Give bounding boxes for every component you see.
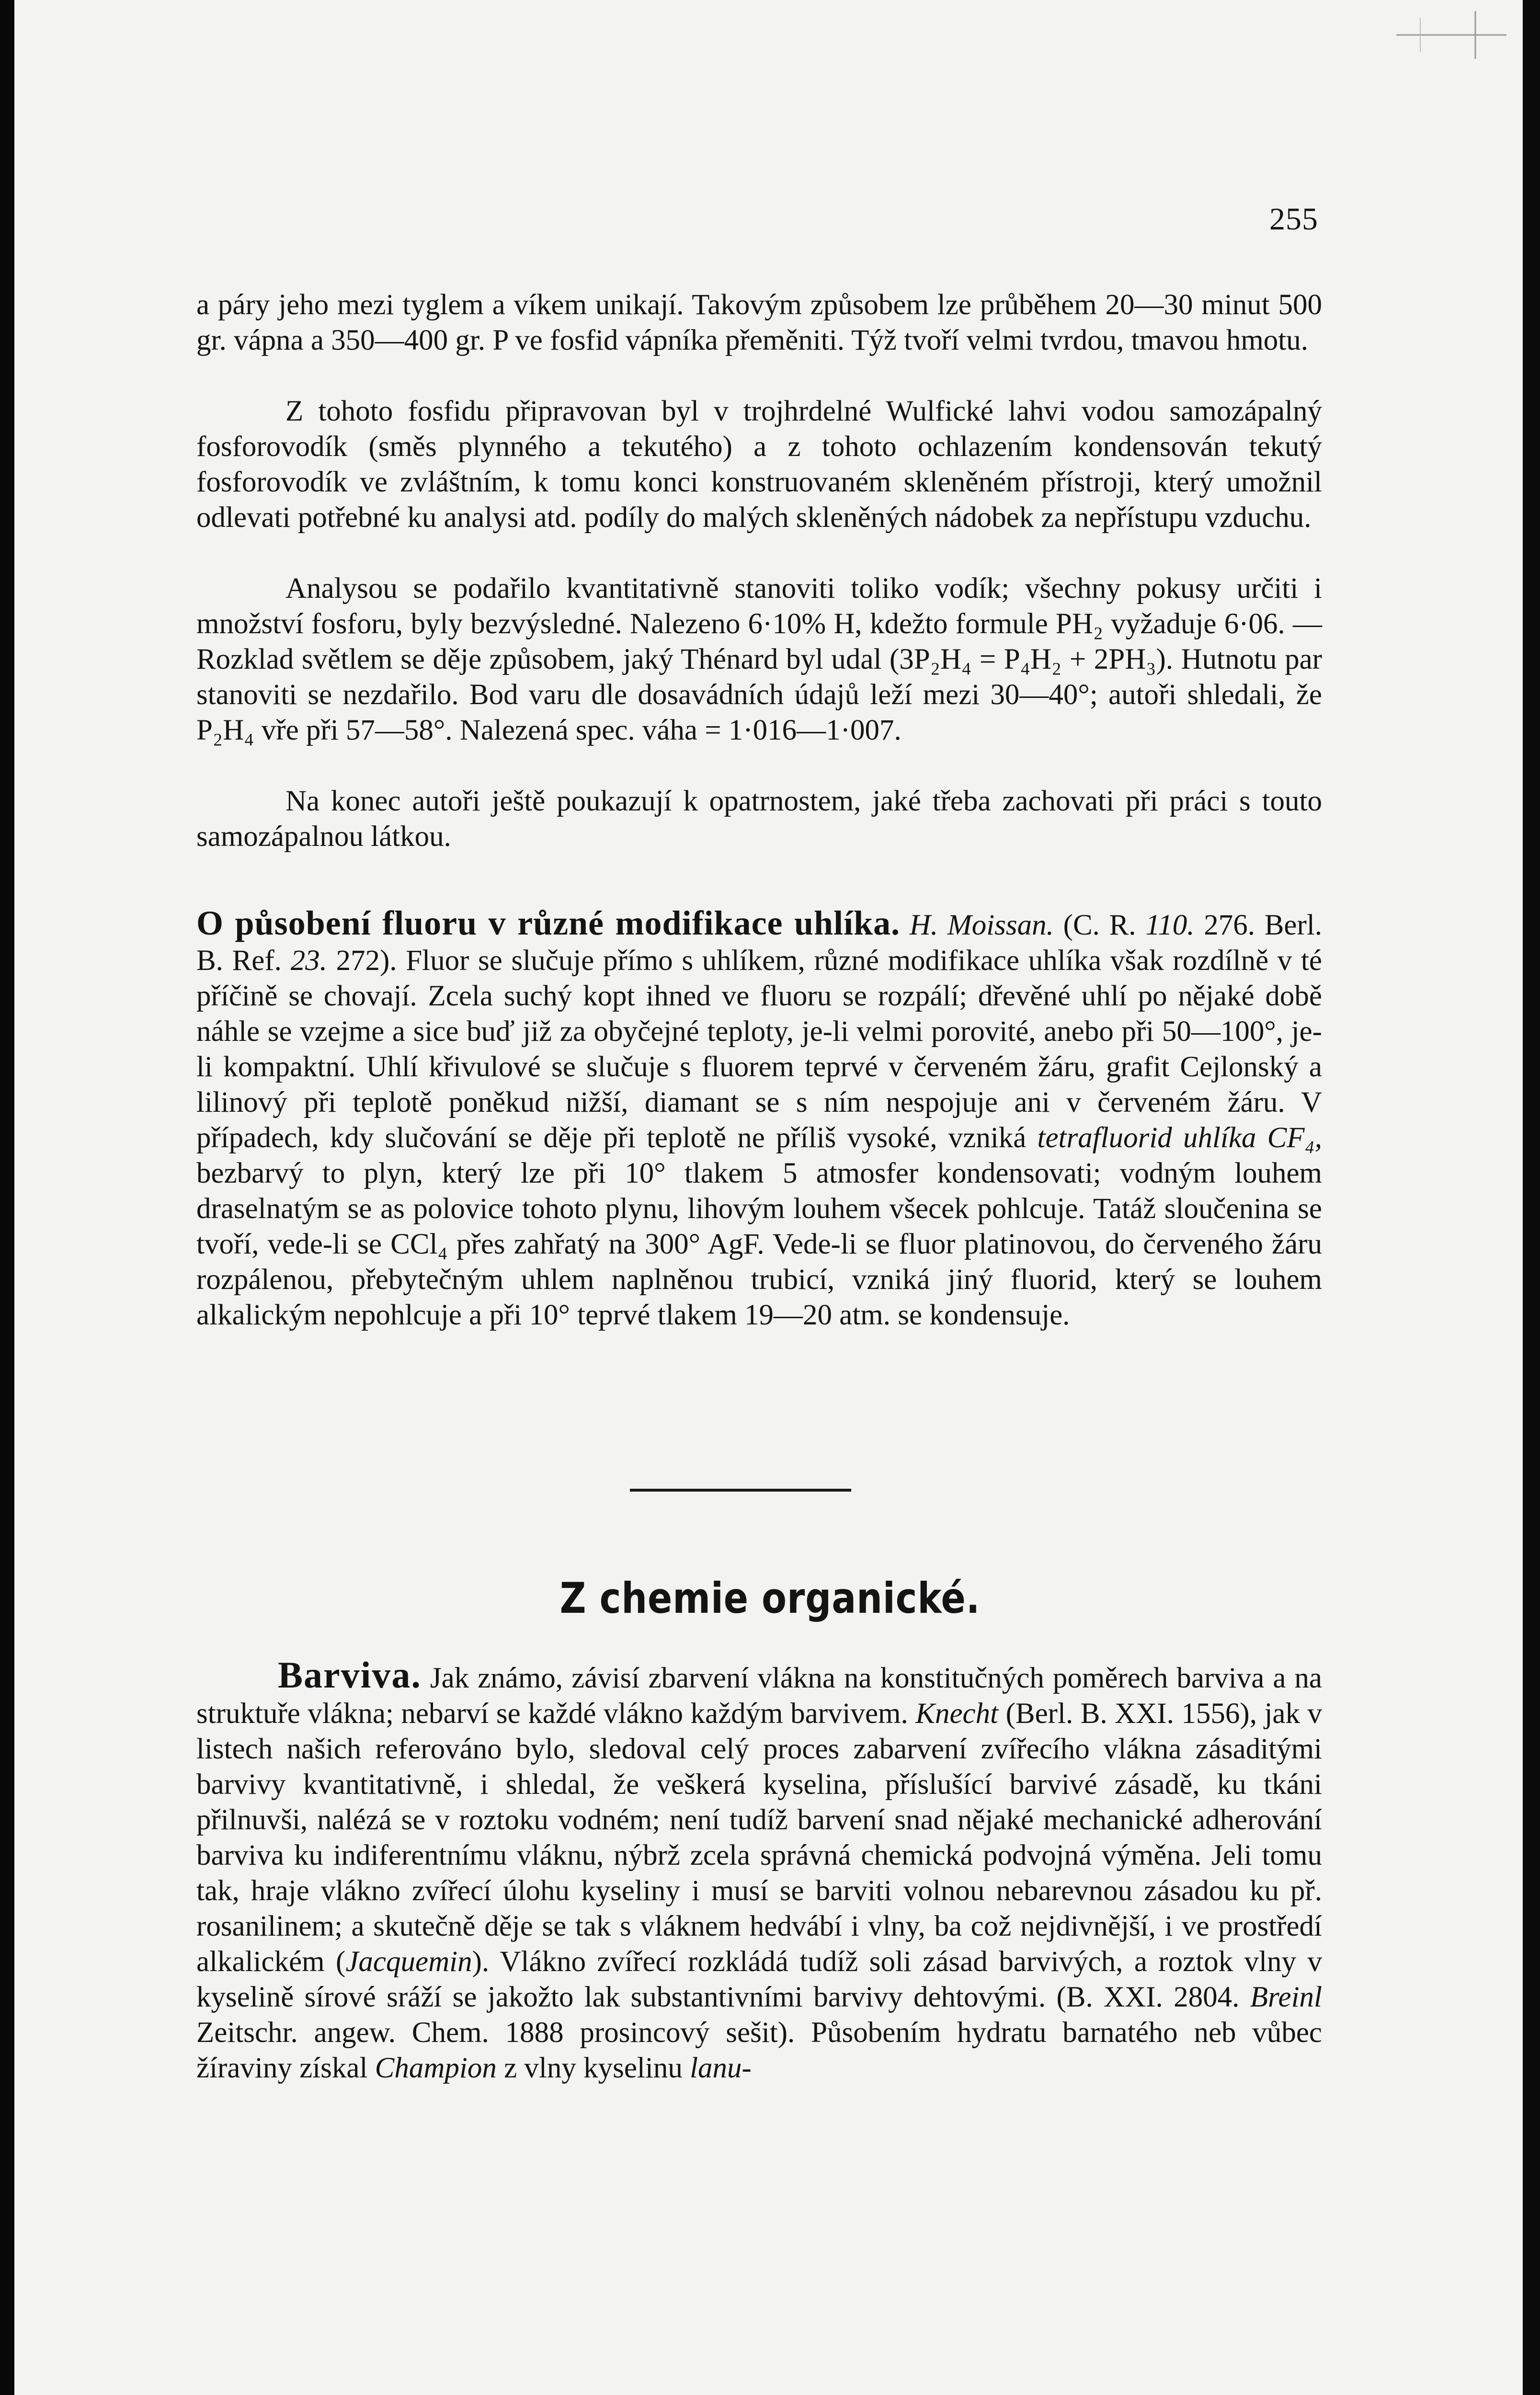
paragraph-4-text: Na konec autoři ještě poukazují k opatrnostem, jaké třeba zachovati při práci s touto samozápalnou látkou. (196, 785, 1322, 853)
paragraph-2-text: Z tohoto fosfidu připravovan byl v trojhrdelné Wulfické lahvi vodou samozápalný fosforovodík (směs plynného a tekutého) a z tohoto ochlazením kondensován tekutý fosforovodík ve zvláštním, k tomu konci konstruovaném skleněném přístroji, který umožnil odlevati potřebné ku analysi atd. podíly do malých skleněných nádobek za nepřístupu vzduchu. (196, 395, 1322, 534)
barviva-text-c: ). Vlákno zvířecí rozkládá tudíž soli zásad barvivých, a roztok vlny v kyselině sírové sráží se jakožto lak substantivními barvivy dehtovými. (B. XXI. 2804. (196, 1946, 1323, 2013)
barviva-author-breinl: Breinl (1250, 1981, 1322, 2013)
fluor-text-b: bezbarvý to plyn, který lze při 10° tlakem 5 atmosfer kondensovati; vodným louhem draselnatým se as polovice tohoto plynu, lihovým louhem všecek pohlcuje. Tatáž sloučenina se tvoří, vede-li se CCl₄ přes zahřatý na 300° AgF. Vede-li se fluor platinovou, do červeného žáru rozpálenou, přebytečným uhlem naplněnou trubicí, vzniká jiný fluorid, který se louhem alkalickým nepohlcuje a při 10° teprvé tlakem 19—20 atm. se kondensuje. (196, 1157, 1322, 1331)
fluor-text-a: 272). Fluor se slučuje přímo s uhlíkem, různé modifikace uhlíka však rozdílně v té příčině se chovají. Zcela suchý kopt ihned ve fluoru se rozpálí; dřevěné uhlí po nějaké době náhle se vzejme a sice buď již za obyčejné teploty, je-li velmi porovité, anebo při 50—100°, je-li kompaktní. Uhlí křivulové se slučuje s fluorem teprvé v červeném žáru, grafit Cejlonský a lilinový při teplotě poněkud nižší, diamant se s ním nespojuje ani v červeném žáru. V případech, kdy slučování se děje při teplotě ne příliš vysoké, vzniká (196, 945, 1322, 1154)
fluor-paragraph (196, 905, 1322, 1333)
fluor-ref-mid: 276. Berl. B. Ref. (196, 909, 1323, 977)
scan-border-left (0, 0, 14, 2395)
paragraph-4 (196, 784, 1322, 855)
fluor-ref-vol: 110. (1145, 909, 1195, 941)
barviva-author-jacquemin: Jacquemin (345, 1946, 472, 1978)
fluor-ref-vol2: 23. (290, 945, 327, 977)
section-title: Z chemie organické. (559, 1574, 981, 1623)
barviva-author-champion: Champion (375, 2052, 497, 2084)
paragraph-2 (196, 394, 1322, 536)
barviva-text-d: Zeitschr. angew. Chem. 1888 prosincový sešit). Působením hydratu barnatého neb vůbec žíraviny získal (196, 2017, 1322, 2084)
corner-registration-marks (1392, 9, 1511, 61)
paragraph-3-text: Analysou se podařilo kvantitativně stanoviti toliko vodík; všechny pokusy určiti i množství fosforu, byly bezvýsledné. Nalezeno 6·10% H, kdežto formule PH₂ vyžaduje 6·06. — Rozklad světlem se děje způsobem, jaký Thénard byl udal (3P₂H₄ = P₄H₂ + 2PH₃). Hutnotu par stanoviti se nezdařilo. Bod varu dle dosavádních údajů leží mezi 30—40°; autoři shledali, že P₂H₄ vře při 57—58°. Nalezená spec. váha = 1·016—1·007. (196, 572, 1322, 746)
barviva-paragraph (196, 1654, 1323, 2086)
barviva-text-a: Jak známo, závisí zbarvení vlákna na konstitučných poměrech barviva a na struktuře vlákna; nebarví se každé vlákno každým barvivem. (196, 1662, 1322, 1730)
barviva-author-knecht: Knecht (915, 1698, 999, 1730)
paragraph-1 (196, 287, 1322, 358)
barviva-section (196, 1654, 1323, 2086)
paragraph-3 (196, 571, 1322, 748)
fluor-compound: tetrafluorid uhlíka CF₄, (1037, 1122, 1322, 1154)
fluor-section (196, 905, 1322, 1333)
fluor-authors: H. Moissan. (909, 909, 1054, 941)
fluor-title: O působení fluoru v různé modifikace uhlíka. (196, 904, 901, 942)
barviva-text-b: (Berl. B. XXI. 1556), jak v listech našich referováno bylo, sledoval celý proces zabarvení zvířecího vlákna zásaditými barvivy kvantitativně, i shledal, že veškerá kyselina, příslušící barvivé zásadě, ku tkáni přilnuvši, nalézá se v roztoku vodném; není tudíž barvení snad nějaké mechanické adherování barviva ku indiferentnímu vláknu, nýbrž zcela správná chemická podvojná výměna. Jeli tomu tak, hraje vlákno zvířecí úlohu kyseliny i musí se barviti volnou nebarevnou zásadou ku př. rosanilinem; a skutečně děje se tak s vláknem hedvábí i vlny, ba což nejdivnější, i ve prostředí alkalickém ( (196, 1698, 1323, 1978)
paragraph-1-text: a páry jeho mezi tyglem a víkem unikají. Takovým způsobem lze průběhem 20—30 minut 500 gr. vápna a 350—400 gr. P ve fosfid vápníka přeměniti. Týž tvoří velmi tvrdou, tmavou hmotu. (196, 289, 1322, 356)
fluor-ref-start: (C. R. (1063, 909, 1136, 941)
scan-border-right (1523, 0, 1540, 2395)
page-number: 255 (1269, 202, 1318, 237)
barviva-text-e: z vlny kyselinu (504, 2052, 683, 2084)
barviva-heading: Barviva. (278, 1654, 422, 1696)
barviva-word-end: lanu- (690, 2052, 752, 2084)
section-divider (630, 1489, 851, 1492)
